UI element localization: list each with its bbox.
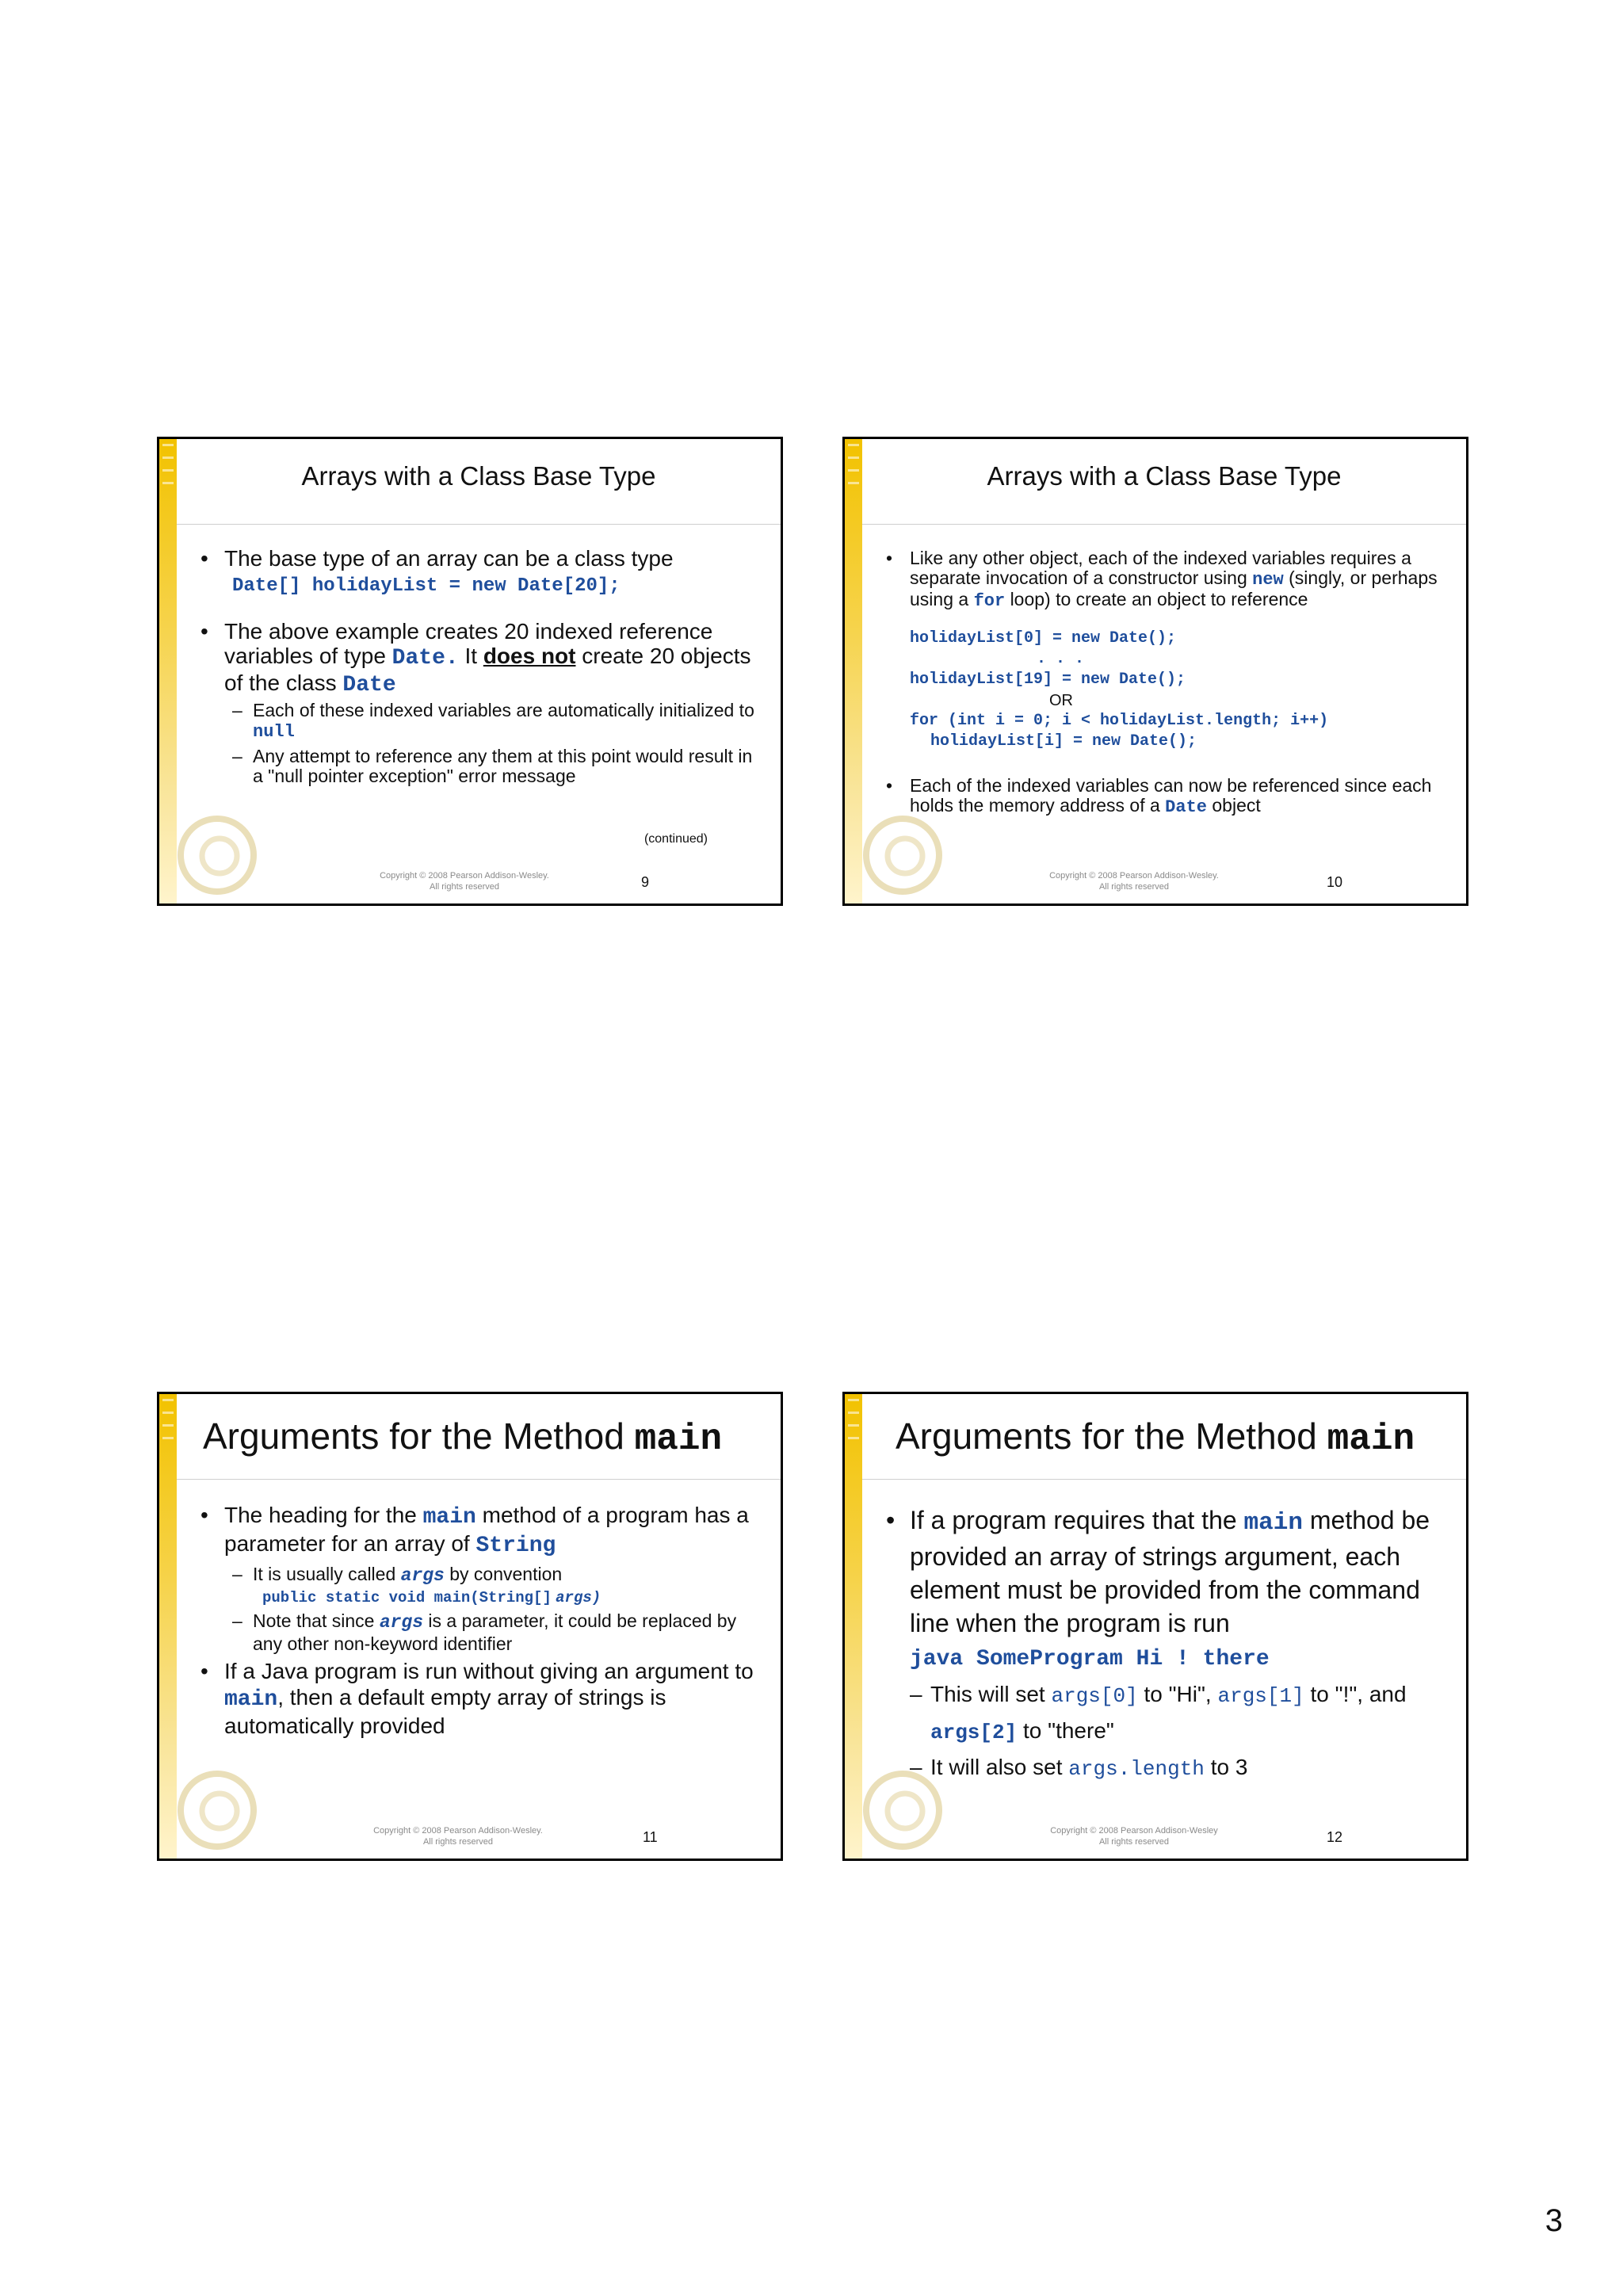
sub-bullet: – This will set args[0] to "Hi", args[1] to "!", and args[2] to "there" — [910, 1677, 1442, 1750]
copyright-notice: Copyright © 2008 Pearson Addison-Wesley. All rights reserved — [373, 1826, 543, 1847]
copyright-notice: Copyright © 2008 Pearson Addison-Wesley All rights reserved — [1050, 1826, 1218, 1847]
bullet: • The base type of an array can be a class type Date[] holidayList = new Date[20]; — [200, 546, 757, 598]
code-block: holidayList[0] = new Date(); . . . holidayList[19] = new Date(); OR for (int i = 0; i < holidayList.length; i++) holidayList[i] = new Date(); — [910, 629, 1329, 751]
slide-10 — [842, 437, 1468, 906]
faculty-logo-icon — [859, 812, 946, 899]
slide-title: Arguments for the Method main — [203, 1415, 723, 1460]
slide-title: Arrays with a Class Base Type — [987, 461, 1342, 491]
title-divider — [177, 1479, 781, 1480]
slide-title: Arrays with a Class Base Type — [301, 461, 656, 491]
faculty-logo-icon — [174, 1767, 261, 1854]
slide-number: 12 — [1327, 1829, 1343, 1845]
copyright-notice: Copyright © 2008 Pearson Addison-Wesley. All rights reserved — [1049, 871, 1219, 892]
title-divider — [862, 524, 1466, 525]
title-divider — [177, 524, 781, 525]
sub-bullet: – It will also set args.length to 3 — [910, 1750, 1442, 1786]
copyright-notice: Copyright © 2008 Pearson Addison-Wesley. All rights reserved — [380, 871, 549, 892]
command-line: java SomeProgram Hi ! there — [910, 1647, 1270, 1671]
bullet: • If a program requires that the main method be provided an array of strings argument, each element must be provided from the command line when the program is run — [886, 1503, 1442, 1640]
bullet: • If a Java program is run without giving an argument to main, then a default empty array of strings is automatically provided — [200, 1658, 757, 1739]
slide-9 — [157, 437, 783, 906]
slide-title: Arguments for the Method main — [896, 1415, 1415, 1460]
title-divider — [862, 1479, 1466, 1480]
slide-12 — [842, 1392, 1468, 1861]
page-number: 3 — [1545, 2203, 1563, 2238]
slide-11 — [157, 1392, 783, 1861]
bullet: • The heading for the main method of a program has a parameter for an array of String — [200, 1502, 757, 1559]
sub-bullet: – It is usually called args by convention public static void main(String[] args) — [232, 1564, 757, 1609]
slide-number: 10 — [1327, 874, 1343, 890]
sub-bullet: – Any attempt to reference any them at this point would result in a "null pointer exception" error message — [232, 747, 757, 786]
sub-bullet: – Note that since args is a parameter, it could be replaced by any other non-keyword identifier — [232, 1610, 757, 1655]
code-snippet: Date[] holidayList = new Date[20]; — [232, 575, 621, 597]
bullet: • Like any other object, each of the indexed variables requires a separate invocation of a constructor using new (singly, or perhaps using a for loop) to create an object to reference — [886, 548, 1442, 611]
faculty-logo-icon — [174, 812, 261, 899]
continued-label: (continued) — [643, 832, 708, 846]
bullet: • Each of the indexed variables can now be referenced since each holds the memory address of a Date object — [886, 776, 1442, 817]
bullet: • The above example creates 20 indexed reference variables of type Date. It does not create 20 objects of the class Date — [200, 619, 757, 697]
sub-bullet: – Each of these indexed variables are automatically initialized to null — [232, 701, 757, 742]
slide-number: 11 — [643, 1829, 658, 1845]
slide-number: 9 — [641, 874, 650, 890]
